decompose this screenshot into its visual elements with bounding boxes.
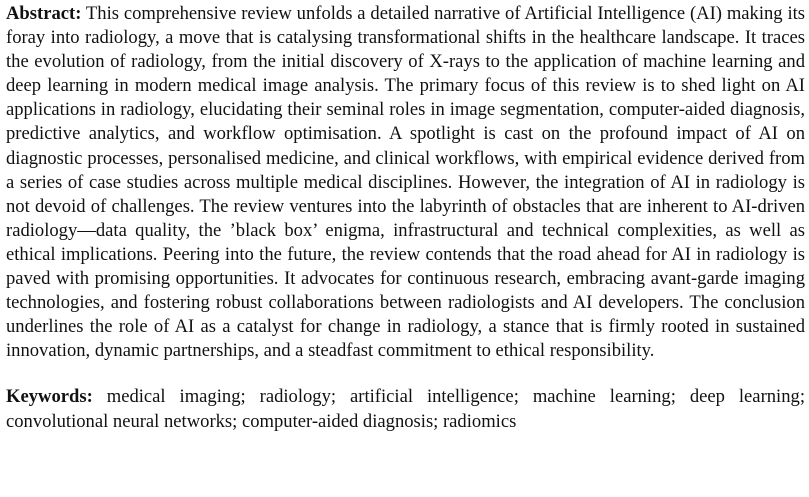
abstract-paragraph [6, 2, 805, 363]
abstract-label: Abstract: [6, 3, 82, 24]
keywords-text: medical imaging; radiology; artificial intelligence; machine learning; deep learning; convolutional neural networks; computer-aided diagnosis; radiomics [6, 386, 805, 432]
keywords-label: Keywords: [6, 386, 93, 408]
keywords-paragraph [6, 385, 805, 433]
abstract-text: This comprehensive review unfolds a detailed narrative of Artificial Intelligence (AI) making its foray into radiology, a move that is catalysing transformational shifts in the healthcare landscape. It traces the evolution of radiology, from the initial discovery of X-rays to the application of machine learning and deep learning in modern medical image analysis. The primary focus of this review is to shed light on AI applications in radiology, elucidating their seminal roles in image segmentation, computer-aided diagnosis, predictive analytics, and workflow optimisation. A spotlight is cast on the profound impact of AI on diagnostic processes, personalised medicine, and clinical workflows, with empirical evidence derived from a series of case studies across multiple medical disciplines. However, the integration of AI in radiology is not devoid of challenges. The review ventures into the labyrinth of obstacles that are inherent to AI-driven radiology—data quality, the ’black box’ enigma, infrastructural and technical complexities, as well as ethical implications. Peering into the future, the review contends that the road ahead for AI in radiology is paved with promising opportunities. It advocates for continuous research, embracing avant-garde imaging technologies, and fostering robust collaborations between radiologists and AI developers. The conclusion underlines the role of AI as a catalyst for change in radiology, a stance that is firmly rooted in sustained innovation, dynamic partnerships, and a steadfast commitment to ethical responsibility. [6, 3, 806, 362]
